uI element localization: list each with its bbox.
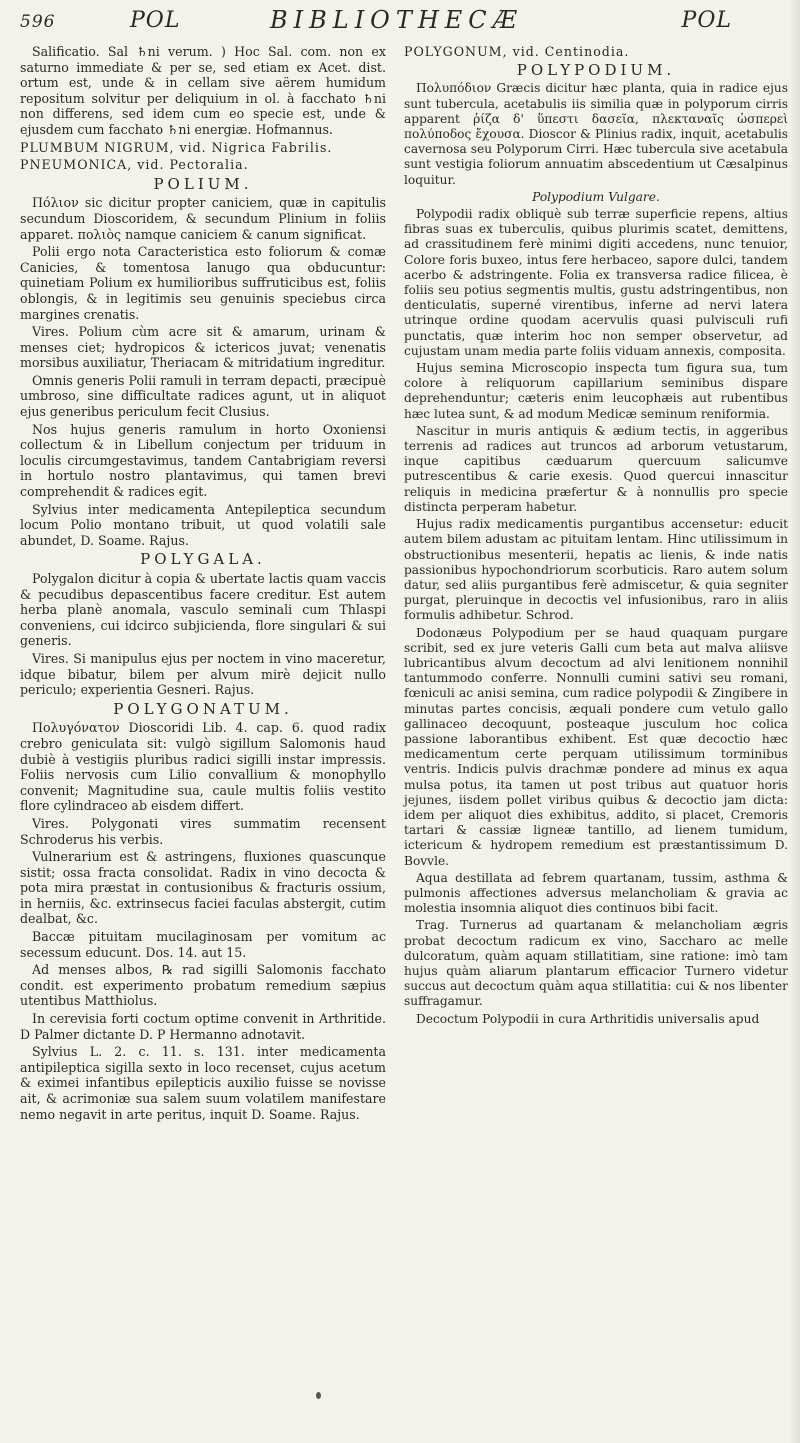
left-column — [20, 44, 386, 1124]
page-number: 596 — [20, 12, 56, 32]
paragraph: Πόλιον sic dicitur propter caniciem, quæ in capitulis secundum Dioscoridem, & secundum Plinium in foliis apparet. πολιὸς namque caniciem & canum significat. — [20, 195, 386, 242]
entry-heading: POLYGONATUM. — [113, 699, 293, 718]
paragraph: Sylvius L. 2. c. 11. s. 131. inter medicamenta antipileptica sigilla sexto in loco recenset, cujus acetum & eximei infantibus epilepticis auxilio fuisse se novisse ait, & acrimoniæ sua salem suum volatilem manifestare nemo negavit in arte peritus, inquit D. Soame. Rajus. — [20, 1044, 386, 1122]
entry-heading: POLYGALA. — [140, 550, 266, 569]
entry-heading: POLIUM. — [153, 174, 253, 193]
paragraph: In cerevisia forti coctum optime convenit in Arthritide. D Palmer dictante D. P Hermanno adnotavit. — [20, 1011, 386, 1042]
paragraph: Πολυπόδιον Græcis dicitur hæc planta, quia in radice ejus sunt tubercula, acetabulis iis similia quæ in polyporum cirris apparent ῥίζα δ' ὕπεστι δασεῖα, πλεκταναῖς ὡσπερεὶ πολύποδος ἔχουσα. Dioscor & Plinius radix, inquit, acetabulis cavernosa seu Polyporum Cirri. Hæc tubercula sive acetabula sunt vestigia foliorum annuatim abscedentium ut Cæsalpinus loquitur. — [404, 81, 788, 187]
cross-reference: PNEUMONICA, vid. Pectoralia. — [20, 157, 249, 173]
page-edge-shadow — [790, 0, 800, 1443]
running-header — [20, 4, 792, 38]
header-title: BIBLIOTHECÆ — [270, 6, 523, 34]
header-right-word: POL — [681, 8, 732, 33]
paragraph: Hujus semina Microscopio inspecta tum figura sua, tum colore à reliquorum capillarium seminibus dispare deprehenduntur; cæteris enim leucophæis aut rubentibus hæc lutea sunt, & ad modum Medicæ seminum reniformia. — [404, 361, 788, 421]
paragraph: Omnis generis Polii ramuli in terram depacti, præcipuè umbroso, sine difficultate radices agunt, ut in aliquot ejus generibus periculum fecit Clusius. — [20, 372, 386, 420]
paragraph: Vires. Polium cùm acre sit & amarum, urinam & menses ciet; hydropicos & ictericos juvat; venenatis morsibus auxiliatur, Theriacam & mitridatium ingreditur. — [20, 324, 386, 371]
paragraph: Nos hujus generis ramulum in horto Oxoniensi collectum & in Libellum conjectum per triduum in loculis circumgestavimus, tandem Cantabrigiam reversi in hortulo nostro plantavimus, qui tamen brevi comprehendit & radices egit. — [20, 421, 386, 500]
paragraph: Sylvius inter medicamenta Antepileptica secundum locum Polio montano tribuit, ut quod volatili sale abundet, D. Soame. Rajus. — [20, 501, 386, 548]
paragraph: Decoctum Polypodii in cura Arthritidis universalis apud — [416, 1011, 760, 1026]
subheading: Polypodium Vulgare. — [532, 189, 660, 204]
paragraph: Ad menses albos, ℞ rad sigilli Salomonis facchato condit. est experimento probatum remedium sæpius utentibus Matthiolus. — [20, 962, 386, 1009]
cross-reference: POLYGONUM, vid. Centinodia. — [404, 44, 630, 59]
right-column — [404, 44, 788, 1029]
paragraph: Vires. Si manipulus ejus per noctem in vino maceretur, idque bibatur, bilem per alvum mirè dejicit nullo periculo; experientia Gesneri. Rajus. — [20, 650, 386, 698]
header-left-word: POL — [130, 8, 181, 33]
paragraph: Baccæ pituitam mucilaginosam per vomitum ac secessum educunt. Dos. 14. aut 15. — [20, 929, 386, 960]
paragraph: Dodonæus Polypodium per se haud quaquam purgare scribit, sed ex jure veteris Galli cum beta aut malva aliisve lubricantibus alvum decoctum ad alvi lenitionem nonnihil tantummodo conferre. Nonnulli cumini sativi seu romani, fœniculi ac anisi semina, cum radice polypodii & Zingibere in minutas partes concisis, æquali pondere cum vetulo gallo gallinaceo decoquunt, posteaque jusculum hoc colica passione laborantibus exhibent. Est quæ decoctio hæc medicamentum certe perquam utilissimum torminibus ventris. Indicis pulvis drachmæ pondere ad minus ex aqua mulsa potus, ita tamen ut post tribus aut quatuor horis jejunes, iisdem pollet viribus quibus & decoctio jam dicta: idem per aliquot dies exhibitus, addito, si placet, Cremoris tartari & cassiæ ligneæ tantillo, ad lienem tumidum, ictericum & hydropem remedium est præstantissimum D. Bovvle. — [404, 625, 788, 868]
paragraph: Polygalon dicitur à copia & ubertate lactis quam vaccis & pecudibus depascentibus facere creditur. Est autem herba planè anomala, vasculo seminali cum Thlaspi conveniens, cui idcirco subjicienda, flore singulari & sui generis. — [20, 571, 386, 649]
ink-mark — [316, 1392, 321, 1399]
paragraph: Trag. Turnerus ad quartanam & melancholiam ægris probat decoctum radicum ex vino, Saccharo ac melle dulcoratum, quàm aquam stillatitiam, sine ratione: imò tam hujus quàm aliarum plantarum efficacior Turnero videtur succus aut decoctum quàm aqua stillatitia: cui & nos libenter suffragamur. — [404, 918, 788, 1009]
entry-heading: POLYPODIUM. — [516, 61, 676, 80]
paragraph: Vulnerarium est & astringens, fluxiones quascunque sistit; ossa fracta consolidat. Radix in vino decocta & pota mira præstat in contusionibus & fracturis ossium, in herniis, &c. extrinsecus faciei faculas abstergit, cutim dealbat, &c. — [20, 849, 386, 927]
paragraph: Polii ergo nota Caracteristica esto foliorum & comæ Canicies, & tomentosa lanugo qua obducuntur: quinetiam Polium ex humilioribus suffruticibus est, foliis oblongis, & in legitimis seu genuinis speciebus circa margines crenatis. — [20, 244, 386, 322]
paragraph: Salificatio. Sal ♄ni verum. ) Hoc Sal. com. non ex saturno immediate & per se, sed etiam ex Acet. dist. ortum est, unde & in cellam sive aërem humidum repositum solvitur per deliquium in ol. à facchato ♄ni non differens, sed idem cum eo specie est, unde & ejusdem cum facchato ♄ni energiæ. Hofmannus. — [20, 44, 386, 137]
paragraph: Nascitur in muris antiquis & ædium tectis, in aggeribus terrenis ad radices aut truncos ad arborum vetustarum, inque capitibus cæduarum quercuum salicumve putrescentibus & carie exesis. Quod quercui innascitur reliquis in medicina præfertur & à nonnullis pro specie distincta perperam habetur. — [404, 423, 788, 514]
paragraph: Polypodii radix obliquè sub terræ superficie repens, altius fibras suas ex tuberculis, quibus plurimis scatet, demittens, ad crassitudinem ferè minimi digiti accedens, nunc tenuior, Colore foris buxeo, intus fere herbaceo, sapore dulci, tandem acerbo & adstringente. Folia ex transversa radice filicea, è foliis seu potius segmentis multis, gustu adstringentibus, non denticulatis, superné virentibus, inferne ad nervi latera utrinque ordine quodam acervulis quasi pulvisculi rufi punctatis, quæ interim hoc non semper observetur, ad cujustam unam media parte foliis viduam annexis, composita. — [404, 207, 788, 358]
paragraph: Vires. Polygonati vires summatim recensent Schroderus his verbis. — [20, 815, 386, 847]
cross-reference: PLUMBUM NIGRUM, vid. Nigrica Fabrilis. — [20, 139, 333, 155]
paragraph: Πολυγόνατον Dioscoridi Lib. 4. cap. 6. quod radix crebro geniculata sit: vulgò sigillum Salomonis haud dubiè à vestigiis pluribus radici sigilli instar impressis. Foliis nervosis cum Lilio convallium & monophyllo convenit; Magnitudine sua, caule multis foliis vestito flore cylindraceo ab eisdem differt. — [20, 720, 386, 814]
paragraph: Hujus radix medicamentis purgantibus accensetur: educit autem bilem adustam ac pituitam lentam. Hinc utilissimum in obstructionibus mesenterii, hepatis ac lienis, & inde natis passionibus hypochondriorum scorbuticis. Raro autem solum datur, sed aliis purgantibus ferè admiscetur, & quia segniter purgat, pleruinque in decoctis vel infusionibus, raro in aliis formulis adhibetur. Schrod. — [404, 517, 788, 623]
paragraph: Aqua destillata ad febrem quartanam, tussim, asthma & pulmonis affectiones adversus melancholiam & gravia ac molestia insomnia aliquot dies continuos bibi facit. — [404, 870, 788, 916]
